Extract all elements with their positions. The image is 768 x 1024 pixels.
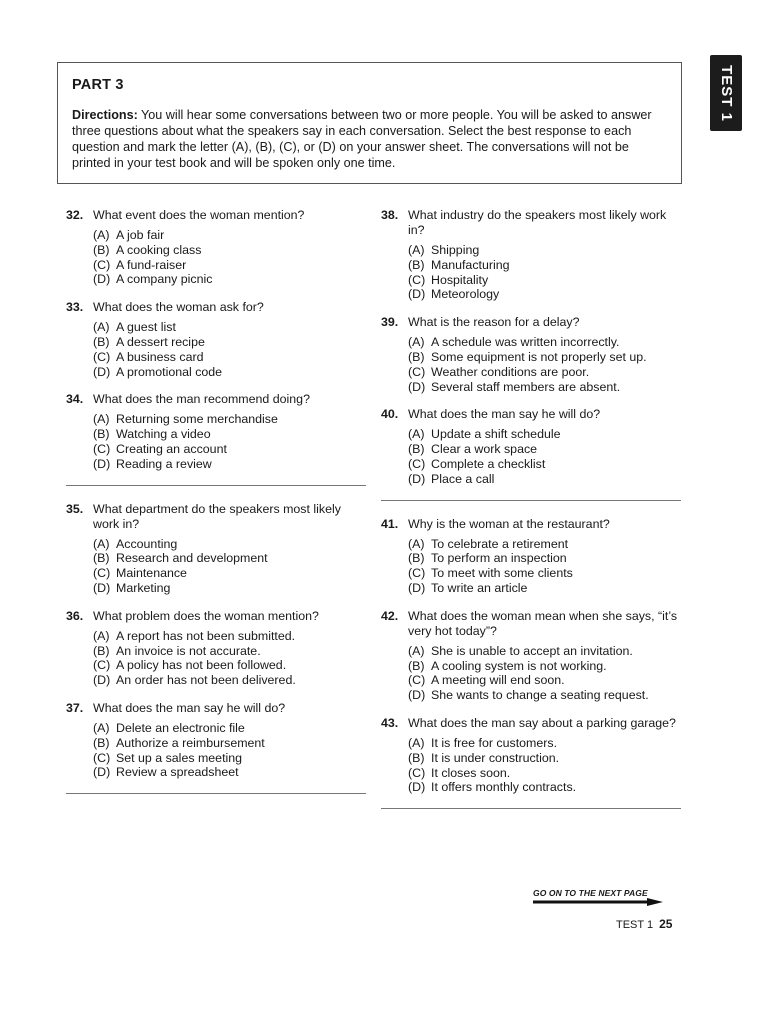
test-side-tab — [710, 55, 742, 131]
option-text: An order has not been delivered. — [116, 673, 296, 688]
answer-option — [408, 258, 681, 273]
answer-option — [408, 688, 681, 703]
option-text: Authorize a reimbursement — [116, 735, 265, 750]
answer-option — [93, 258, 366, 273]
question-number: 38. — [381, 208, 399, 222]
question-item — [66, 392, 366, 471]
question-line — [381, 517, 681, 532]
side-tab-label: TEST 1 — [717, 64, 735, 122]
answer-option — [93, 412, 366, 427]
question-text: What does the woman ask for? — [93, 300, 264, 315]
question-item — [66, 609, 366, 688]
option-letter: (A) — [93, 720, 110, 735]
page-number: 25 — [659, 917, 673, 931]
question-item — [66, 502, 366, 596]
section-divider — [381, 500, 681, 501]
option-text: To write an article — [431, 580, 528, 595]
question-number: 33. — [66, 300, 84, 315]
question-text: What does the woman mean when she says, “it’s very hot today”? — [408, 608, 678, 638]
option-text: An invoice is not accurate. — [116, 643, 261, 658]
option-text: It closes soon. — [431, 765, 511, 780]
question-text: What does the man say about a parking garage? — [408, 715, 676, 730]
option-letter: (C) — [93, 441, 111, 456]
option-letter: (B) — [93, 735, 110, 750]
option-text: Meteorology — [431, 287, 500, 302]
option-text: It is under construction. — [431, 750, 560, 765]
answer-option — [408, 287, 681, 302]
option-text: A job fair — [116, 228, 165, 242]
option-text: Watching a video — [116, 427, 211, 442]
question-item — [381, 609, 681, 703]
answer-option — [408, 551, 681, 566]
option-letter: (C) — [93, 658, 111, 673]
option-letter: (D) — [408, 580, 426, 595]
question-number: 40. — [381, 407, 399, 422]
question-line — [381, 315, 681, 330]
section-divider — [66, 793, 366, 794]
answer-option — [93, 272, 366, 287]
option-text: It is free for customers. — [431, 735, 558, 750]
question-item — [381, 517, 681, 596]
footer-test-label: TEST 1 — [616, 919, 654, 931]
option-letter: (B) — [408, 658, 425, 673]
question-text: What does the man say he will do? — [408, 407, 601, 422]
question-line — [381, 609, 681, 639]
option-text: A meeting will end soon. — [431, 673, 565, 688]
section-divider — [66, 485, 366, 486]
option-letter: (B) — [408, 442, 425, 457]
option-letter: (A) — [93, 228, 110, 242]
option-letter: (D) — [93, 364, 111, 379]
option-text: Update a shift schedule — [431, 427, 561, 442]
directions-label: Directions: — [72, 108, 138, 122]
question-number: 36. — [66, 608, 84, 623]
page-footer — [616, 917, 672, 931]
option-text: Place a call — [431, 471, 495, 486]
question-number: 43. — [381, 715, 399, 730]
option-letter: (D) — [408, 379, 426, 394]
option-letter: (A) — [93, 628, 110, 643]
question-line — [381, 716, 681, 731]
option-text: Returning some merchandise — [116, 412, 278, 427]
option-letter: (B) — [93, 551, 110, 566]
question-text: What is the reason for a delay? — [408, 315, 580, 330]
question-text: What industry do the speakers most likely work in? — [408, 208, 667, 237]
question-number: 37. — [66, 700, 84, 715]
option-letter: (B) — [93, 242, 110, 257]
option-letter: (D) — [93, 673, 111, 688]
option-text: Clear a work space — [431, 442, 538, 457]
answer-option — [93, 644, 366, 659]
answer-option — [408, 751, 681, 766]
answer-options — [408, 736, 681, 795]
option-letter: (B) — [93, 643, 110, 658]
option-letter: (A) — [408, 427, 425, 442]
answer-option — [408, 780, 681, 795]
question-item — [381, 315, 681, 394]
answer-option — [93, 721, 366, 736]
answer-option — [93, 673, 366, 688]
option-letter: (B) — [408, 257, 425, 272]
question-line — [66, 300, 366, 315]
question-text: Why is the woman at the restaurant? — [408, 516, 610, 531]
answer-option — [93, 551, 366, 566]
option-letter: (B) — [408, 551, 425, 566]
option-letter: (C) — [408, 364, 426, 379]
answer-option — [408, 427, 681, 442]
option-letter: (A) — [408, 243, 425, 257]
answer-option — [408, 350, 681, 365]
option-letter: (D) — [93, 272, 111, 287]
answer-options — [93, 320, 366, 379]
question-line — [381, 208, 681, 238]
option-letter: (C) — [408, 272, 426, 287]
option-text: Some equipment is not properly set up. — [431, 349, 647, 364]
question-number: 42. — [381, 608, 399, 623]
option-letter: (A) — [408, 735, 425, 750]
question-number: 32. — [66, 208, 84, 222]
question-text: What problem does the woman mention? — [93, 608, 319, 623]
question-item — [381, 716, 681, 795]
option-text: A promotional code — [116, 364, 223, 379]
directions-paragraph — [72, 107, 667, 171]
answer-option — [93, 350, 366, 365]
question-item — [66, 701, 366, 780]
option-text: Review a spreadsheet — [116, 765, 239, 780]
question-number: 41. — [381, 516, 399, 531]
answer-options — [93, 412, 366, 471]
option-letter: (D) — [93, 765, 111, 780]
left-question-column — [66, 208, 366, 810]
option-letter: (C) — [408, 456, 426, 471]
question-number: 34. — [66, 392, 84, 407]
answer-option — [93, 228, 366, 243]
question-item — [66, 300, 366, 379]
part-title: PART 3 — [72, 77, 124, 93]
answer-option — [408, 736, 681, 751]
next-page-label: GO ON TO THE NEXT PAGE — [533, 888, 648, 898]
answer-option — [408, 457, 681, 472]
answer-option — [408, 380, 681, 395]
answer-option — [408, 442, 681, 457]
option-letter: (C) — [93, 349, 111, 364]
option-text: A guest list — [116, 320, 176, 335]
directions-box — [57, 62, 682, 184]
next-page-arrow-icon — [533, 898, 663, 906]
option-text: A report has not been submitted. — [116, 628, 296, 643]
option-text: To celebrate a retirement — [431, 536, 569, 551]
option-text: Maintenance — [116, 566, 187, 581]
answer-option — [93, 736, 366, 751]
option-letter: (C) — [408, 673, 426, 688]
option-text: To perform an inspection — [431, 551, 567, 566]
option-letter: (C) — [408, 765, 426, 780]
answer-option — [93, 243, 366, 258]
option-text: A cooling system is not working. — [431, 658, 607, 673]
option-text: It offers monthly contracts. — [431, 780, 577, 795]
option-letter: (D) — [408, 287, 426, 302]
option-text: Reading a review — [116, 456, 212, 471]
answer-option — [93, 537, 366, 552]
question-text: What department do the speakers most likely work in? — [93, 501, 341, 531]
answer-option — [408, 537, 681, 552]
question-item — [66, 208, 366, 287]
answer-option — [408, 766, 681, 781]
option-text: A fund-raiser — [116, 257, 187, 272]
section-divider — [381, 808, 681, 809]
directions-body: You will hear some conversations between two or more people. You will be asked to answer three questions about what the speakers say in each conversation. Select the best response to each question and mark the letter (A), (B), (C), or (D) on your answer sheet. The conversations will not be printed in your test book and will be spoken only one time. — [72, 108, 652, 170]
option-letter: (C) — [93, 566, 111, 581]
question-line — [381, 407, 681, 422]
option-letter: (C) — [93, 750, 111, 765]
option-letter: (B) — [93, 334, 110, 349]
right-question-column — [381, 208, 681, 825]
option-text: A cooking class — [116, 242, 202, 257]
question-line — [66, 392, 366, 407]
option-text: Marketing — [116, 580, 171, 595]
option-text: Creating an account — [116, 441, 227, 456]
answer-option — [408, 644, 681, 659]
answer-option — [408, 273, 681, 288]
option-letter: (D) — [408, 688, 426, 703]
option-letter: (B) — [408, 750, 425, 765]
question-item — [381, 407, 681, 486]
option-text: A business card — [116, 349, 204, 364]
answer-option — [93, 629, 366, 644]
question-line — [66, 701, 366, 716]
answer-option — [93, 335, 366, 350]
option-text: She is unable to accept an invitation. — [431, 643, 633, 658]
question-text: What event does the woman mention? — [93, 208, 305, 222]
option-letter: (A) — [93, 536, 110, 551]
option-text: Several staff members are absent. — [431, 379, 621, 394]
option-letter: (C) — [93, 257, 111, 272]
answer-option — [408, 581, 681, 596]
option-text: Accounting — [116, 536, 178, 551]
answer-option — [93, 566, 366, 581]
answer-options — [93, 721, 366, 780]
answer-options — [93, 228, 366, 287]
answer-option — [408, 566, 681, 581]
answer-option — [93, 751, 366, 766]
option-text: Complete a checklist — [431, 456, 546, 471]
answer-options — [408, 243, 681, 302]
answer-option — [408, 243, 681, 258]
option-letter: (D) — [93, 580, 111, 595]
answer-option — [408, 659, 681, 674]
option-letter: (A) — [408, 335, 425, 350]
question-line — [66, 208, 366, 223]
option-letter: (D) — [93, 456, 111, 471]
option-text: A company picnic — [116, 272, 213, 287]
option-text: Manufacturing — [431, 257, 510, 272]
answer-options — [93, 537, 366, 596]
option-letter: (A) — [408, 643, 425, 658]
question-line — [66, 609, 366, 624]
option-text: Delete an electronic file — [116, 720, 245, 735]
answer-option — [408, 472, 681, 487]
answer-option — [93, 320, 366, 335]
answer-option — [408, 673, 681, 688]
option-letter: (B) — [408, 349, 425, 364]
question-text: What does the man recommend doing? — [93, 392, 310, 407]
answer-options — [408, 427, 681, 486]
option-text: Shipping — [431, 243, 480, 257]
option-letter: (A) — [93, 320, 110, 335]
option-text: Weather conditions are poor. — [431, 364, 590, 379]
option-text: A dessert recipe — [116, 334, 205, 349]
question-line — [66, 502, 366, 532]
answer-option — [93, 442, 366, 457]
option-letter: (D) — [408, 471, 426, 486]
option-letter: (A) — [93, 412, 110, 427]
answer-option — [93, 581, 366, 596]
answer-options — [408, 537, 681, 596]
question-item — [381, 208, 681, 302]
option-letter: (D) — [408, 780, 426, 795]
option-letter: (B) — [93, 427, 110, 442]
option-text: She wants to change a seating request. — [431, 688, 649, 703]
question-text: What does the man say he will do? — [93, 700, 286, 715]
option-text: To meet with some clients — [431, 566, 573, 581]
answer-option — [93, 457, 366, 472]
answer-options — [408, 644, 681, 703]
answer-option — [93, 365, 366, 380]
option-letter: (C) — [408, 566, 426, 581]
answer-option — [408, 365, 681, 380]
option-letter: (A) — [408, 536, 425, 551]
answer-option — [93, 427, 366, 442]
option-text: A schedule was written incorrectly. — [431, 335, 620, 350]
option-text: Hospitality — [431, 272, 489, 287]
option-text: Research and development — [116, 551, 268, 566]
question-number: 35. — [66, 501, 84, 516]
answer-option — [93, 658, 366, 673]
answer-options — [408, 335, 681, 394]
answer-option — [93, 765, 366, 780]
question-number: 39. — [381, 315, 399, 330]
option-text: A policy has not been followed. — [116, 658, 287, 673]
answer-options — [93, 629, 366, 688]
answer-option — [408, 335, 681, 350]
option-text: Set up a sales meeting — [116, 750, 243, 765]
